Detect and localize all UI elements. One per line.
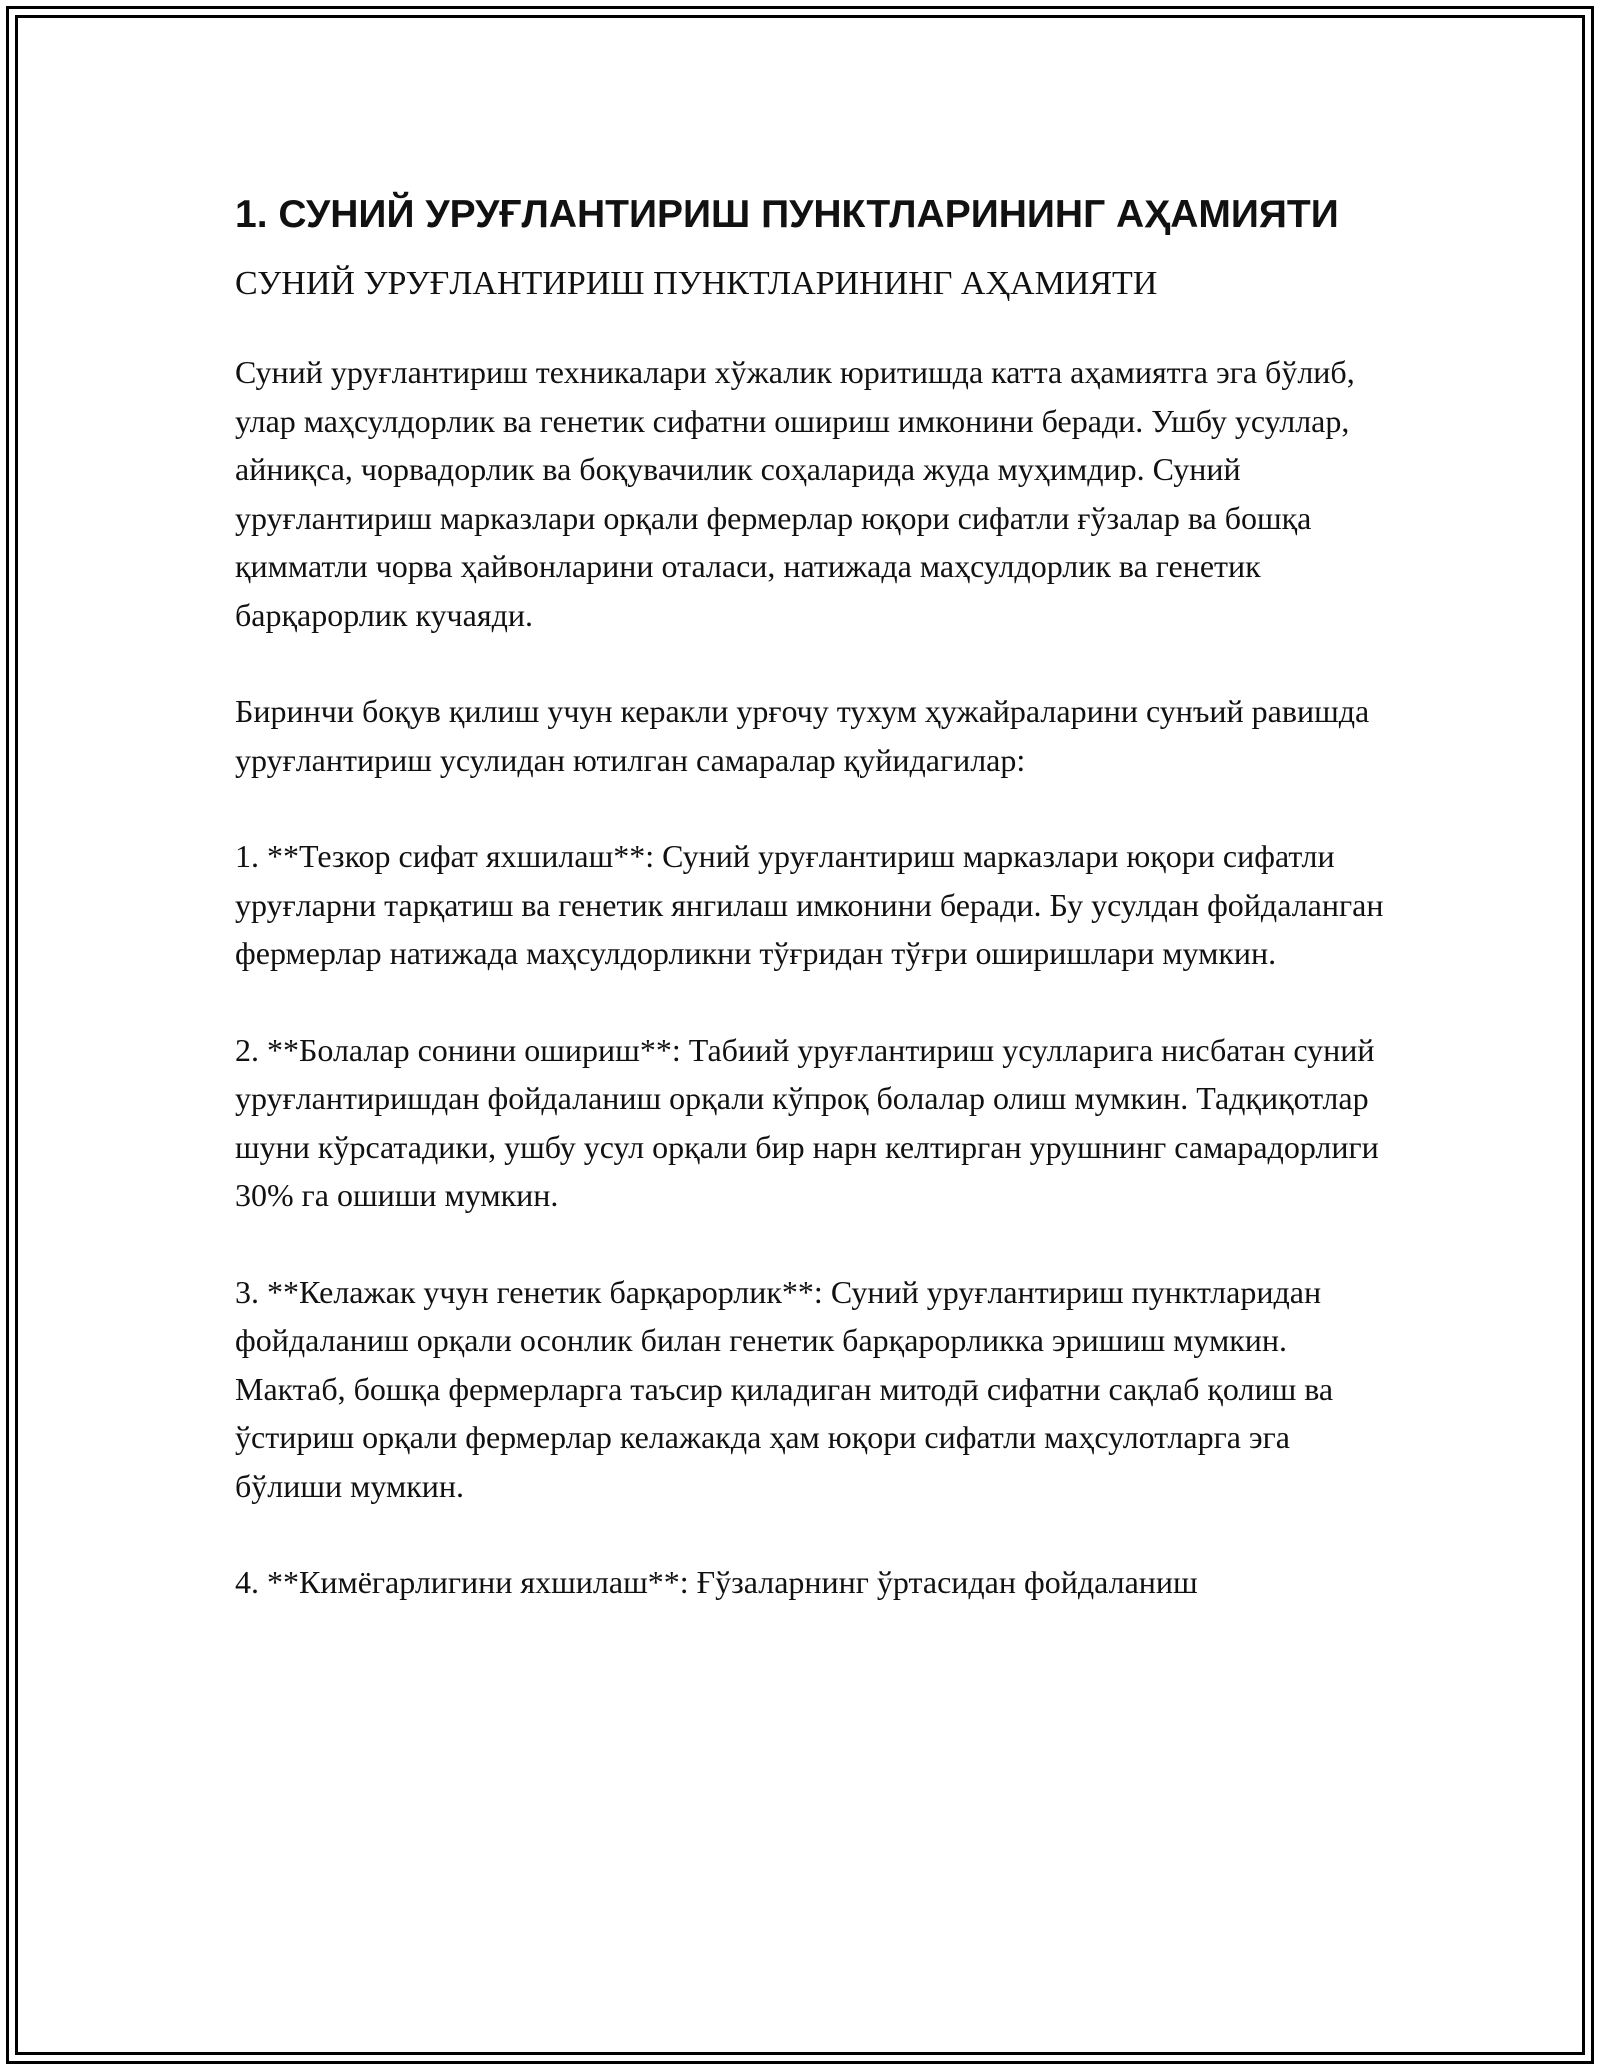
document-heading: 1. СУНИЙ УРУҒЛАНТИРИШ ПУНКТЛАРИНИНГ АҲАМИЯТИ: [235, 193, 1339, 236]
document-body: [235, 188, 1385, 1655]
list-item-1: 1. **Тезкор сифат яхшилаш**: Суний уруғлантириш марказлари юқори сифатли уруғларни тарқатиш ва генетик янгилаш имконини беради. Бу усулдан фойдаланган фермерлар натижада маҳсулдорликни тўғридан тўғри оширишлари мумкин.: [235, 838, 1384, 971]
list-item-3: 3. **Келажак учун генетик барқарорлик**: Суний уруғлантириш пунктларидан фойдаланиш орқали осонлик билан генетик барқарорликка эришиш мумкин. Мактаб, бошқа фермерларга таъсир қиладиган митодӣ сифатни сақлаб қолиш ва ўстириш орқали фермерлар келажакда ҳам юқори сифатли маҳсулотларга эга бўлиши мумкин.: [235, 1273, 1334, 1504]
document-subheading: СУНИЙ УРУҒЛАНТИРИШ ПУНКТЛАРИНИНГ АҲАМИЯТИ: [235, 265, 1158, 302]
paragraph-intro: Суний уруғлантириш техникалари хўжалик юритишда катта аҳамиятга эга бўлиб, улар маҳсулдорлик ва генетик сифатни ошириш имконини беради. Ушбу усуллар, айниқса, чорвадорлик ва боқувачилик соҳаларида жуда муҳимдир. Суний уруғлантириш марказлари орқали фермерлар юқори сифатли ғўзалар ва бошқа қимматли чорва ҳайвонларини оталаси, натижада маҳсулдорлик ва генетик барқарорлик кучаяди.: [235, 354, 1355, 633]
list-item-4: 4. **Кимёгарлигини яхшилаш**: Ғўзаларнинг ўртасидан фойдаланиш: [235, 1564, 1198, 1600]
paragraph-lead: Биринчи боқув қилиш учун керакли урғочу тухум ҳужайраларини сунъий равишда уруғлантириш усулидан ютилган самаралар қуйидагилар:: [235, 693, 1370, 778]
list-item-2: 2. **Болалар сонини ошириш**: Табиий уруғлантириш усулларига нисбатан суний уруғлантиришдан фойдаланиш орқали кўпроқ болалар олиш мумкин. Тадқиқотлар шуни кўрсатадики, ушбу усул орқали бир нарн келтирган урушнинг самарадорлиги 30% га ошиши мумкин.: [235, 1031, 1379, 1213]
